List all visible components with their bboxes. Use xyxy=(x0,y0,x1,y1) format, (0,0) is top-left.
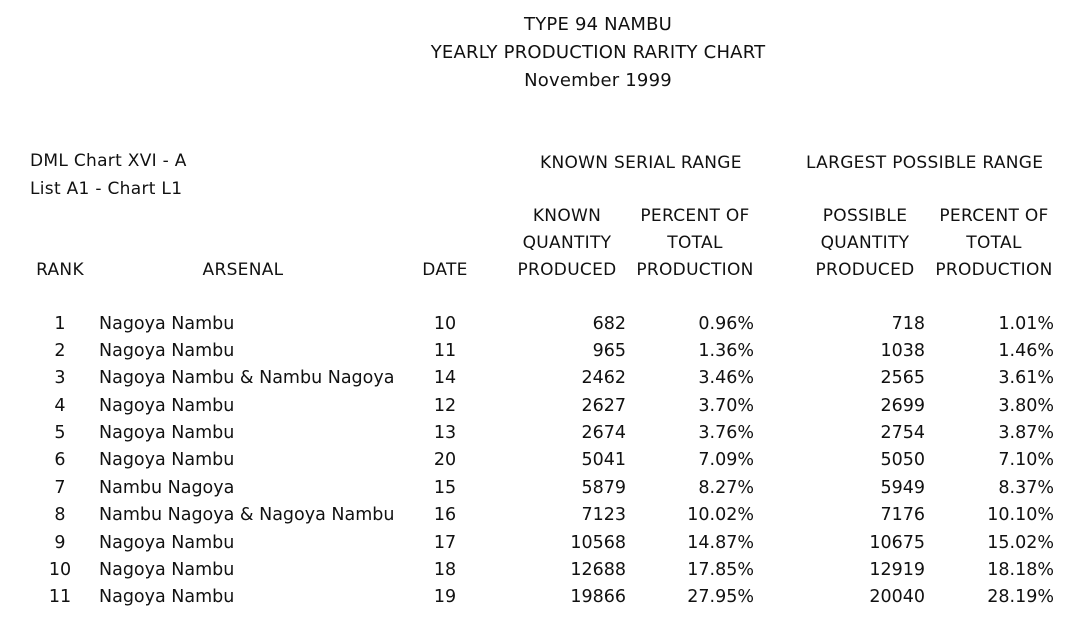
table-row xyxy=(0,478,1091,505)
possible-percent-cell: 8.37% xyxy=(998,478,1054,498)
possible-quantity-cell: 5949 xyxy=(880,478,925,498)
known-quantity-cell: 2627 xyxy=(581,396,626,416)
date-cell: 10 xyxy=(433,314,457,334)
header-line: PERCENT OF xyxy=(640,206,750,226)
known-quantity-cell: 12688 xyxy=(570,560,626,580)
known-quantity-cell: 7123 xyxy=(581,505,626,525)
date-cell: 16 xyxy=(433,505,457,525)
rank-cell: 10 xyxy=(48,560,72,580)
known-quantity-cell: 5879 xyxy=(581,478,626,498)
header-line: TOTAL xyxy=(667,233,723,253)
date-cell: 11 xyxy=(433,341,457,361)
possible-percent-cell: 3.80% xyxy=(998,396,1054,416)
known-quantity-cell: 965 xyxy=(592,341,626,361)
header-line: QUANTITY xyxy=(820,233,910,253)
possible-percent-cell: 18.18% xyxy=(987,560,1054,580)
known-percent-cell: 17.85% xyxy=(687,560,754,580)
col-header-known-percent xyxy=(630,203,760,284)
header-line: PERCENT OF xyxy=(939,206,1049,226)
table-row xyxy=(0,314,1091,341)
arsenal-cell: Nagoya Nambu xyxy=(99,396,235,416)
possible-percent-cell: 3.87% xyxy=(998,423,1054,443)
possible-quantity-cell: 2699 xyxy=(880,396,925,416)
possible-percent-cell: 10.10% xyxy=(987,505,1054,525)
chart-id: DML Chart XVI - A xyxy=(30,151,187,171)
possible-quantity-cell: 2754 xyxy=(880,423,925,443)
rank-cell: 7 xyxy=(54,478,66,498)
known-quantity-cell: 5041 xyxy=(581,450,626,470)
rank-cell: 5 xyxy=(54,423,66,443)
table-row xyxy=(0,341,1091,368)
page-date: November 1999 xyxy=(524,70,672,91)
table-row xyxy=(0,368,1091,395)
arsenal-cell: Nambu Nagoya xyxy=(99,478,235,498)
known-percent-cell: 27.95% xyxy=(687,587,754,607)
header-line: PRODUCED xyxy=(517,260,617,280)
date-cell: 17 xyxy=(433,533,457,553)
possible-quantity-cell: 20040 xyxy=(869,587,925,607)
header-line: POSSIBLE xyxy=(822,206,908,226)
arsenal-cell: Nagoya Nambu xyxy=(99,341,235,361)
arsenal-cell: Nagoya Nambu xyxy=(99,560,235,580)
col-header-arsenal: ARSENAL xyxy=(202,260,284,280)
possible-percent-cell: 1.46% xyxy=(998,341,1054,361)
rank-cell: 11 xyxy=(48,587,72,607)
col-header-possible-quantity xyxy=(805,203,925,284)
table-row xyxy=(0,560,1091,587)
arsenal-cell: Nagoya Nambu xyxy=(99,533,235,553)
arsenal-cell: Nagoya Nambu xyxy=(99,587,235,607)
date-cell: 13 xyxy=(433,423,457,443)
known-percent-cell: 3.76% xyxy=(698,423,754,443)
arsenal-cell: Nagoya Nambu xyxy=(99,314,235,334)
known-percent-cell: 0.96% xyxy=(698,314,754,334)
arsenal-cell: Nambu Nagoya & Nagoya Nambu xyxy=(99,505,395,525)
possible-percent-cell: 15.02% xyxy=(987,533,1054,553)
known-percent-cell: 3.70% xyxy=(698,396,754,416)
table-row xyxy=(0,505,1091,532)
rank-cell: 6 xyxy=(54,450,66,470)
possible-quantity-cell: 7176 xyxy=(880,505,925,525)
possible-quantity-cell: 10675 xyxy=(869,533,925,553)
header-line: QUANTITY xyxy=(522,233,612,253)
date-cell: 20 xyxy=(433,450,457,470)
header-line: KNOWN xyxy=(532,206,602,226)
arsenal-cell: Nagoya Nambu xyxy=(99,423,235,443)
col-header-known-quantity xyxy=(507,203,627,284)
possible-quantity-cell: 718 xyxy=(891,314,925,334)
known-percent-cell: 8.27% xyxy=(698,478,754,498)
arsenal-cell: Nagoya Nambu & Nambu Nagoya xyxy=(99,368,395,388)
largest-range-header: LARGEST POSSIBLE RANGE xyxy=(806,153,1044,173)
known-quantity-cell: 10568 xyxy=(570,533,626,553)
rank-cell: 9 xyxy=(54,533,66,553)
date-cell: 18 xyxy=(433,560,457,580)
rank-cell: 8 xyxy=(54,505,66,525)
page-title: TYPE 94 NAMBU xyxy=(524,14,672,35)
known-range-header: KNOWN SERIAL RANGE xyxy=(540,153,742,173)
rank-cell: 4 xyxy=(54,396,66,416)
known-quantity-cell: 19866 xyxy=(570,587,626,607)
possible-quantity-cell: 2565 xyxy=(880,368,925,388)
table-row xyxy=(0,396,1091,423)
date-cell: 14 xyxy=(433,368,457,388)
known-quantity-cell: 2462 xyxy=(581,368,626,388)
date-cell: 19 xyxy=(433,587,457,607)
possible-percent-cell: 3.61% xyxy=(998,368,1054,388)
known-percent-cell: 7.09% xyxy=(698,450,754,470)
possible-quantity-cell: 12919 xyxy=(869,560,925,580)
known-percent-cell: 3.46% xyxy=(698,368,754,388)
known-quantity-cell: 2674 xyxy=(581,423,626,443)
known-percent-cell: 1.36% xyxy=(698,341,754,361)
known-percent-cell: 14.87% xyxy=(687,533,754,553)
col-header-date: DATE xyxy=(422,260,468,280)
rank-cell: 2 xyxy=(54,341,66,361)
page-subtitle: YEARLY PRODUCTION RARITY CHART xyxy=(430,42,766,63)
possible-percent-cell: 28.19% xyxy=(987,587,1054,607)
header-line: TOTAL xyxy=(966,233,1022,253)
possible-percent-cell: 1.01% xyxy=(998,314,1054,334)
table-row xyxy=(0,587,1091,614)
known-percent-cell: 10.02% xyxy=(687,505,754,525)
possible-quantity-cell: 5050 xyxy=(880,450,925,470)
header-line: PRODUCTION xyxy=(636,260,754,280)
table-row xyxy=(0,423,1091,450)
possible-percent-cell: 7.10% xyxy=(998,450,1054,470)
header-line: PRODUCED xyxy=(815,260,915,280)
rank-cell: 3 xyxy=(54,368,66,388)
table-row xyxy=(0,450,1091,477)
possible-quantity-cell: 1038 xyxy=(880,341,925,361)
col-header-rank: RANK xyxy=(36,260,84,280)
header-line: PRODUCTION xyxy=(935,260,1053,280)
list-id: List A1 - Chart L1 xyxy=(30,179,183,199)
rank-cell: 1 xyxy=(54,314,66,334)
table-row xyxy=(0,533,1091,560)
arsenal-cell: Nagoya Nambu xyxy=(99,450,235,470)
date-cell: 12 xyxy=(433,396,457,416)
date-cell: 15 xyxy=(433,478,457,498)
col-header-possible-percent xyxy=(929,203,1059,284)
known-quantity-cell: 682 xyxy=(592,314,626,334)
